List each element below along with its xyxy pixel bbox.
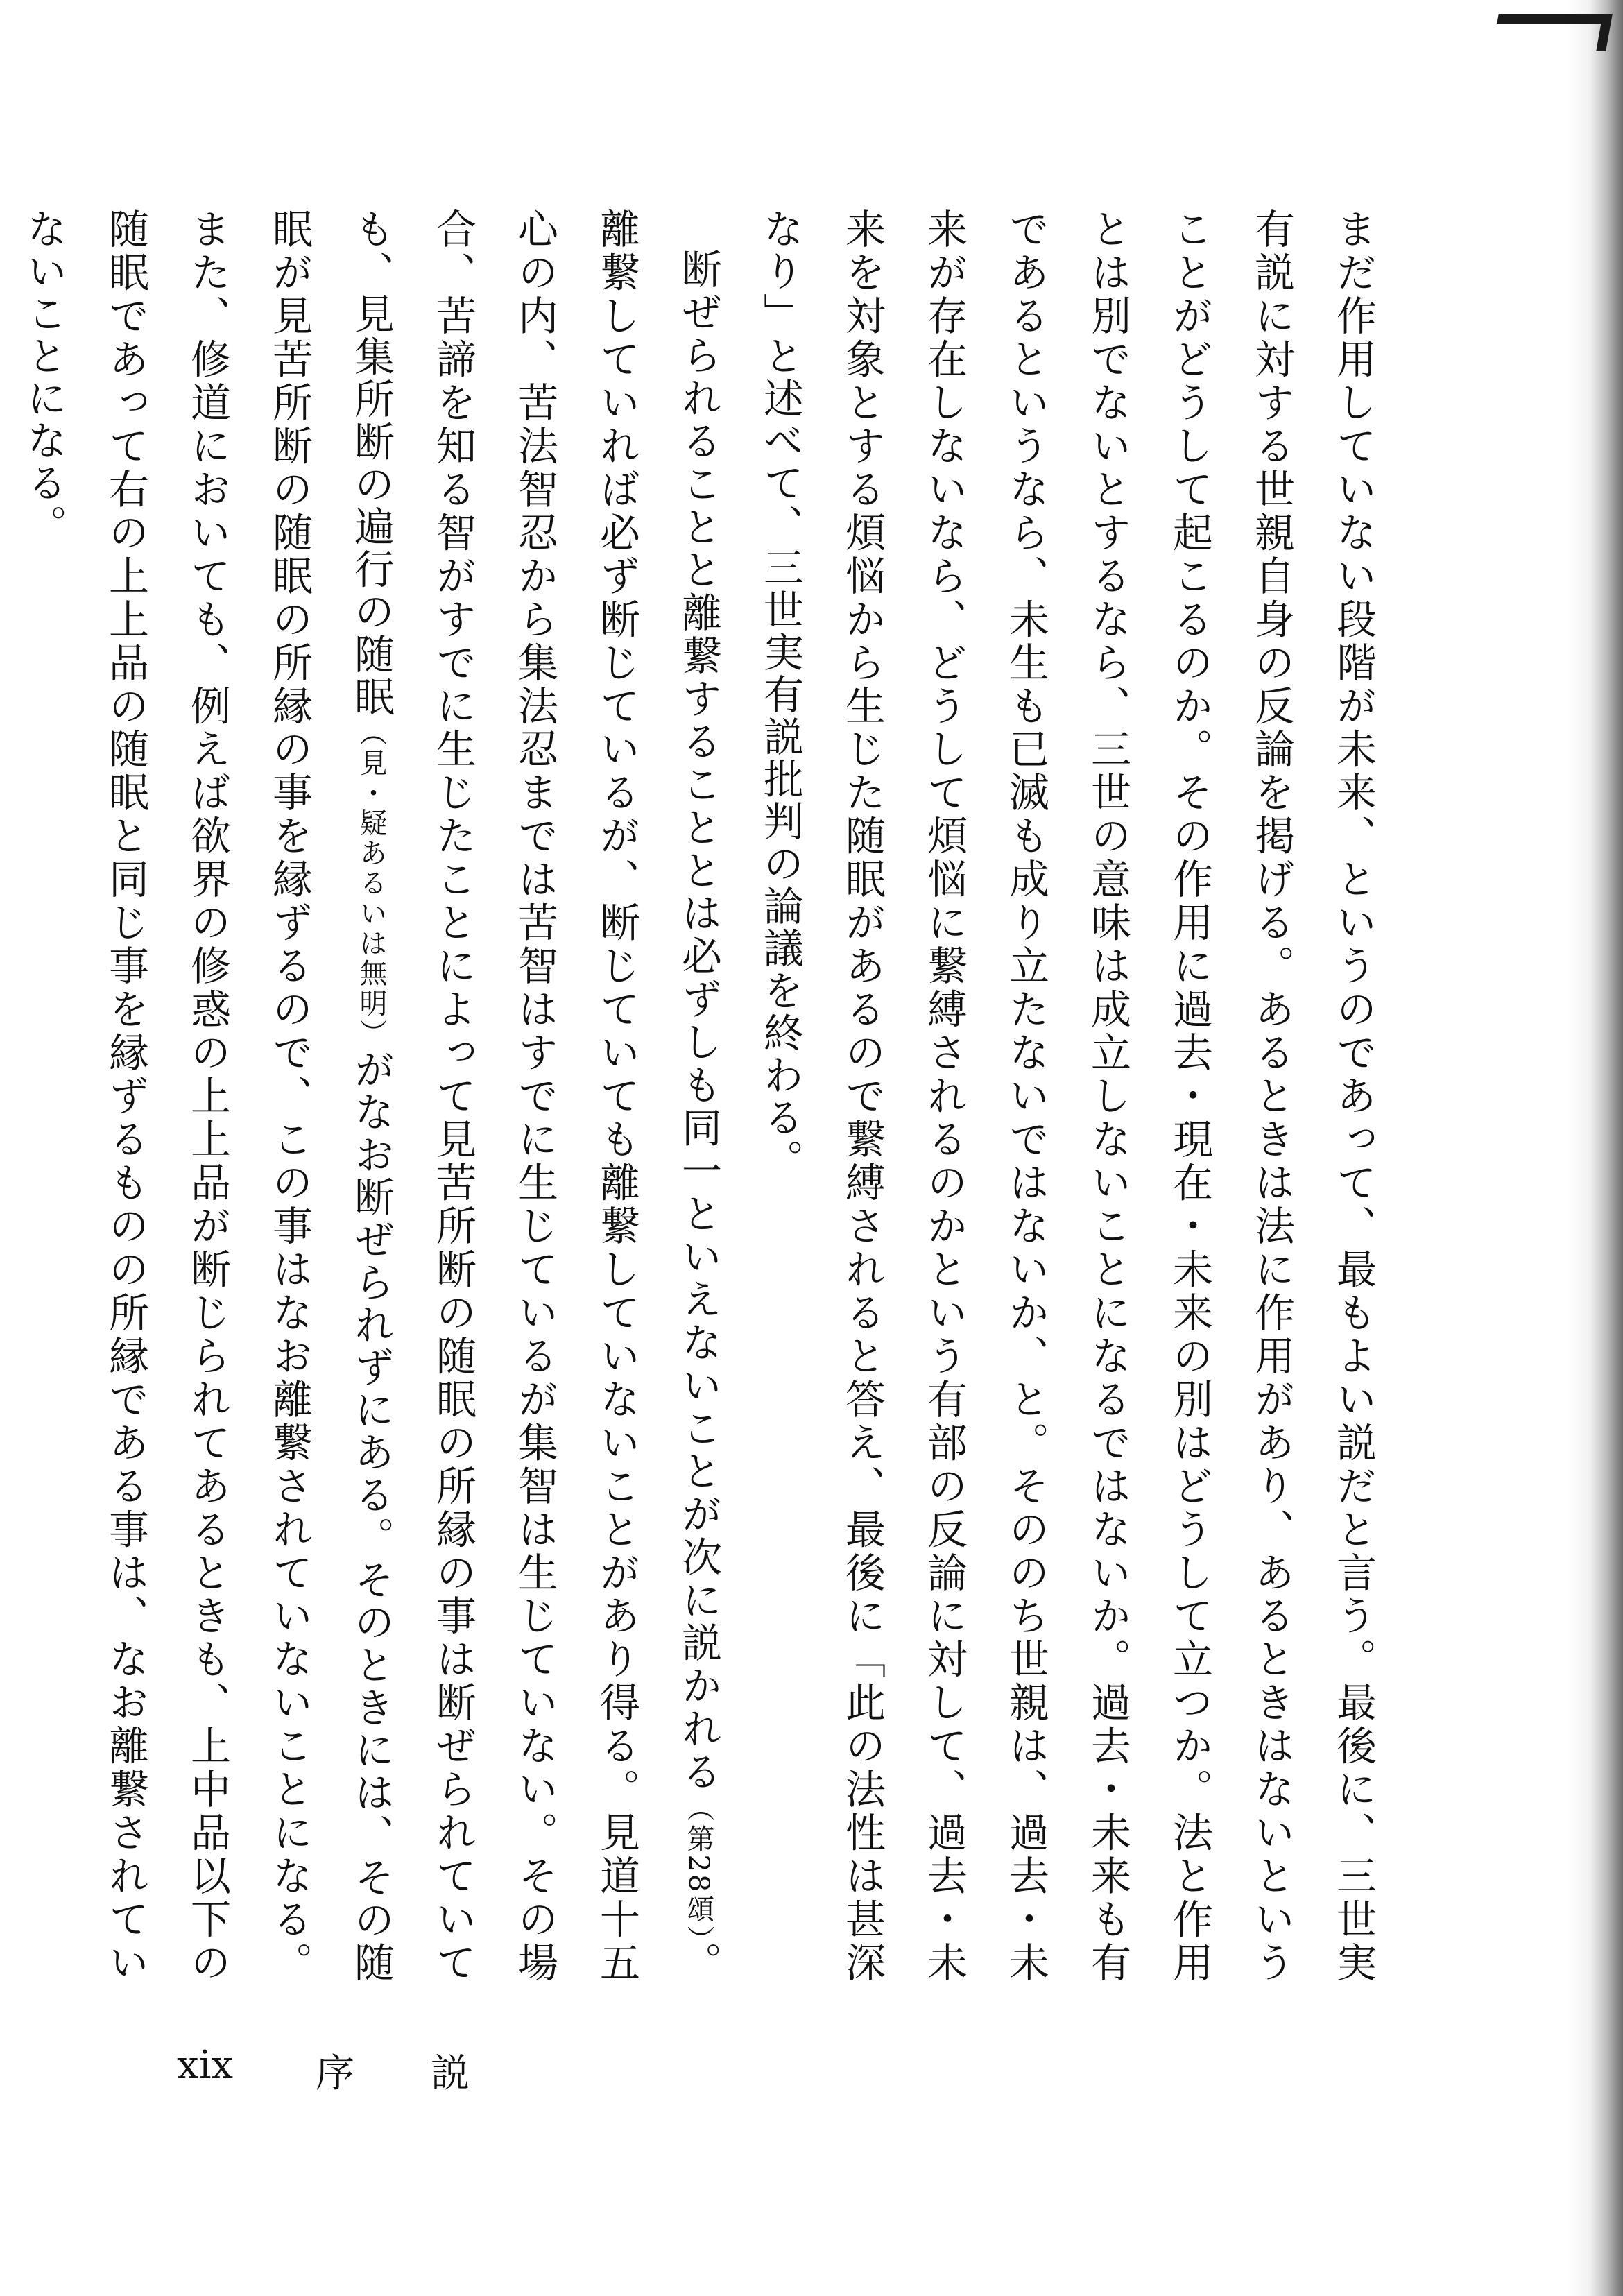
paragraph-1 xyxy=(739,208,1394,1984)
paragraph-3 xyxy=(0,208,3,1984)
paragraph-2 xyxy=(3,208,739,1984)
paragraph-2-text-c: がなお断ぜられずにある。そのときには、その随眠が見苦所断の随眠の所縁の事を縁ずるので、この事はなお離繋されていないことになる。また、修道においても、例えば欲界の修惑の上上品が断じられてあるときも、上中品以下の随眠であって右の上上品の随眠と同じ事を縁ずるものの所縁である事は、なお離繋されていないことになる。 xyxy=(20,208,395,1985)
page-footer xyxy=(177,2043,546,2098)
paragraph-1-text: まだ作用していない段階が未来、というのであって、最もよい説だと言う。最後に、三世実有説に対する世親自身の反論を掲げる。あるときは法に作用があり、あるときはないということがどうして起こるのか。その作用に過去・現在・未来の別はどうして立つか。法と作用とは別でないとするなら、三世の意味は成立しないことになるではないか。過去・未来も有であるというなら、未生も已滅も成り立たないではないか、と。そののち世親は、過去・未来が存在しないなら、どうして煩悩に繋縛されるのかという有部の反論に対して、過去・未来を対象とする煩悩から生じた随眠があるので繋縛されると答え、最後に「此の法性は甚深なり」と述べて、三世実有説批判の論議を終わる。 xyxy=(757,208,1377,1985)
scan-page-edge xyxy=(1568,0,1623,2296)
running-section-title: 序説 xyxy=(316,2051,546,2096)
paragraph-2-note-view: （見・疑あるいは無明） xyxy=(355,718,387,1049)
scan-corner-mark xyxy=(1492,14,1613,51)
paragraph-2-note-verse: （第28頌） xyxy=(682,1793,714,1942)
paragraph-2-text-a: 断ぜられることと離繋することとは必ずしも同一といえないことが次に説かれる xyxy=(675,248,722,1794)
body-text xyxy=(20,208,1394,1985)
page-number: xix xyxy=(177,2043,234,2088)
paragraph-2-text-b: 。離繋していれば必ず断じているが、断じていても離繋していないことがあり得る。見道十五心の内、苦法智忍から集法忍までは苦智はすでに生じているが集智は生じていない。その場合、苦諦を知る智がすでに生じたことによって見苦所断の随眠の所縁の事は断ぜられていても、見集所断の遍行の随眠 xyxy=(347,208,722,1985)
